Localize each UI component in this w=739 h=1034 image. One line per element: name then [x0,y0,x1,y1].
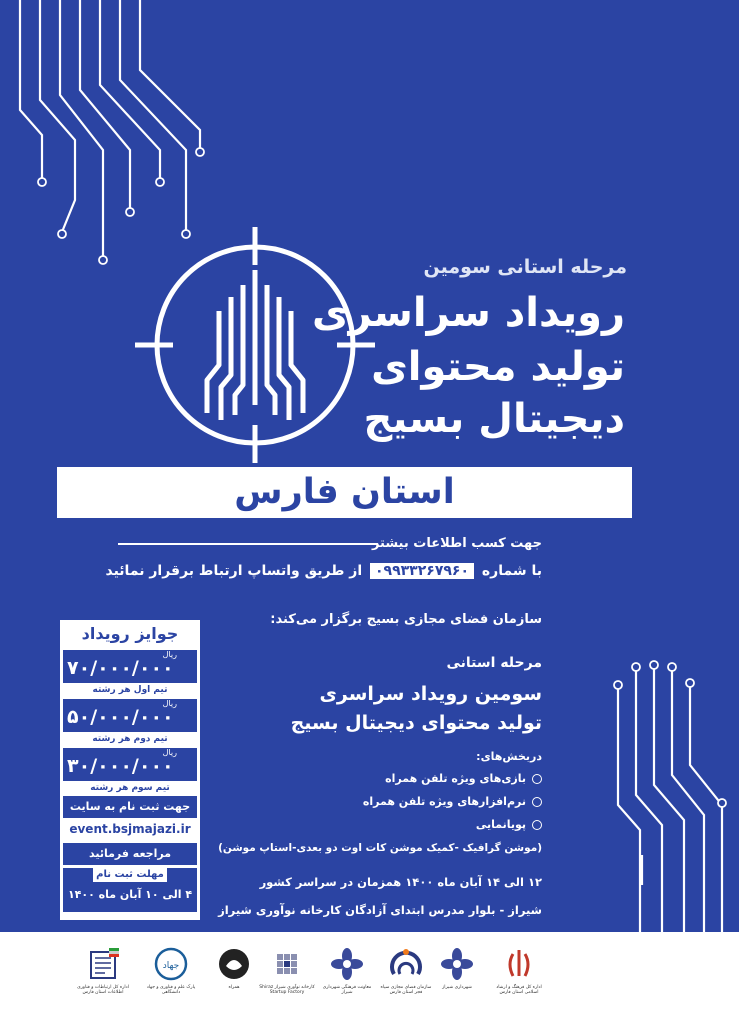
stage-text: مرحله استانی [446,655,542,671]
section-item: بازی‌های ویژه تلفن همراه [385,772,542,785]
event-title-line2: تولید محتوای [371,344,625,390]
event-line2: تولید محتوای دیجیتال بسیج [290,712,542,734]
prize-team: تیم دوم هر رشته [92,734,168,744]
phone-number: ۰۹۹۳۳۲۶۷۹۶۰ [370,563,474,579]
deadline-label: مهلت ثبت نام [93,868,167,882]
flower-logo-icon [437,946,477,982]
more-info-text: جهت کسب اطلاعات بیشتر [371,536,542,551]
prize-team: تیم سوم هر رشته [90,783,170,793]
sponsor-logo [142,946,200,995]
prize-amount: ۳۰/۰۰۰/۰۰۰ [67,755,174,777]
sections-title: دربخش‌های: [476,750,542,763]
sponsor-caption: کارخانه نوآوری شیراز Shiraz Startup Factory [259,985,315,995]
flower-logo-icon [327,946,367,982]
sponsor-caption: معاونت فرهنگی شهرداری شیراز [322,985,372,995]
sponsor-caption: پارک علم و فناوری و جهاد دانشگاهی [146,985,196,995]
startup-factory-icon [267,946,307,982]
sponsor-logo [258,946,316,995]
website-link[interactable]: event.bsjmajazi.ir [69,822,191,836]
sponsor-caption: اداره کل ارتباطات و فناوری اطلاعات استان فارس [77,985,129,995]
register-text-box: جهت ثبت نام به سایت [63,796,197,818]
organizer-text: سازمان فضای مجازی بسیج برگزار می‌کند: [270,612,542,627]
prize-amount-box [63,699,197,732]
cyberspace-logo-icon [386,946,426,982]
svg-text:جهاد: جهاد [162,961,180,971]
jihad-logo-icon [151,946,191,982]
bullet-icon [532,820,542,830]
sponsor-logo [74,946,132,995]
prize-amount: ۷۰/۰۰۰/۰۰۰ [67,657,174,679]
event-line1: سومین رویداد سراسری [319,683,542,705]
sponsor-caption: اداره کل فرهنگ و ارشاد اسلامی استان فارس [496,985,542,995]
prize-amount-box [63,650,197,683]
phone-prefix: با شماره [481,563,542,579]
prize-title: جوایز رویداد [81,624,179,643]
refer-box: مراجعه فرمائید [63,843,197,865]
phone-suffix: از طریق واتساپ ارتباط برقرار نمائید [105,563,363,579]
prize-unit: ریال [162,699,177,708]
deadline-dates: ۴ الی ۱۰ آبان ماه ۱۴۰۰ [67,888,193,901]
deadline-box [63,868,197,912]
hamrah-logo-icon [214,946,254,982]
sponsor-caption: سازمان فضای مجازی سپاه فجر استان فارس [380,985,432,995]
event-title-line1: رویداد سراسری [312,290,625,336]
sponsor-logo [318,946,376,995]
prize-amount: ۵۰/۰۰۰/۰۰۰ [67,706,174,728]
prize-team: تیم اول هر رشته [92,685,168,695]
event-address: شیراز - بلوار مدرس ابتدای آزادگان کارخانه نوآوری شیراز [218,903,542,917]
event-dates: ۱۲ الی ۱۴ آبان ماه ۱۴۰۰ همزمان در سراسر کشور [259,875,542,889]
event-logo-icon [135,225,375,465]
sponsor-logo [428,946,486,990]
sponsor-logo [205,946,263,990]
circuit-decoration-bottom [600,655,739,935]
section-item: نرم‌افزارهای ویژه تلفن همراه [363,795,542,808]
sponsor-logo [490,946,548,995]
contact-line [106,563,543,579]
prize-amount-box [63,748,197,781]
sponsor-logo [377,946,435,995]
sponsor-caption: همراه [228,985,240,990]
province-name: استان فارس [234,472,455,512]
event-subtitle: مرحله استانی سومین [423,256,627,278]
bullet-icon [532,774,542,784]
province-banner [57,467,632,518]
prize-unit: ریال [162,748,177,757]
animation-note: (موشن گرافیک -کمیک موشن کات اوت دو بعدی-استاپ موشن) [218,842,542,854]
bullet-icon [532,797,542,807]
government-emblem-icon [83,946,123,982]
divider-line [118,543,378,545]
prize-unit: ریال [162,650,177,659]
event-title-line3: دیجیتال بسیج [363,396,625,442]
iran-emblem-icon [499,946,539,982]
sponsor-caption: شهرداری شیراز [442,985,472,990]
section-item: پویانمایی [476,818,542,831]
